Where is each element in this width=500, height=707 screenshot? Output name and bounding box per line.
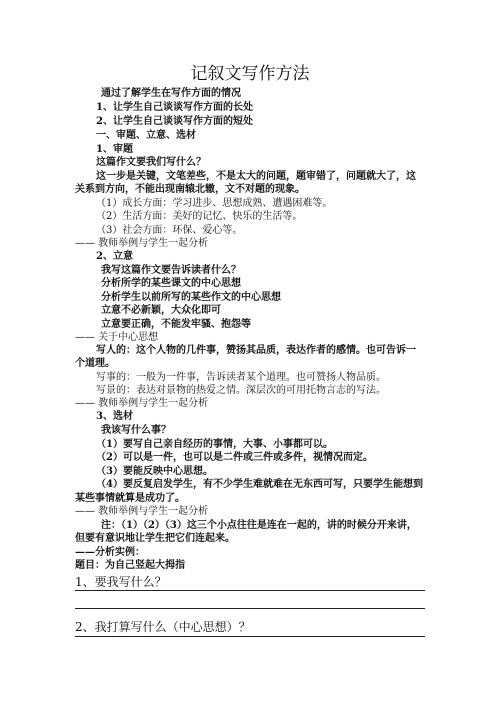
divider-note: —— 关于中心思想 — [75, 332, 159, 343]
paragraph-line: 注：（1）（2）（3）这三个小点往往是连在一起的，讲的时候分开来讲， — [101, 520, 417, 531]
subsection-heading: 2、立意 — [96, 251, 133, 262]
paragraph-line: 写事的：一般为一件事，告诉读者某个道理。也可赞扬人物品质。 — [96, 372, 386, 383]
answer-line — [75, 590, 425, 591]
subsection-heading: 1、审题 — [96, 144, 133, 155]
intro-line: 通过了解学生在写作方面的情况 — [101, 88, 241, 99]
example-heading: ——分析实例： — [75, 547, 145, 558]
paragraph-line: 某些事情就算是成功了。 — [75, 493, 185, 504]
document-title: 记叙文写作方法 — [190, 64, 310, 84]
paragraph-line: 立意不必新颖，大众化即可 — [101, 305, 221, 316]
subsection-heading: 3、选材 — [96, 411, 133, 422]
example-topic: 题目：为自己竖起大拇指 — [75, 560, 185, 571]
paragraph-line: 这一步是关键，文笔差些，不是太大的问题，题审错了，问题就大了，这 — [96, 171, 416, 182]
paragraph-line: 关系到方向，不能出现南辕北辙，文不对题的现象。 — [75, 184, 305, 195]
paragraph-line: 个道理。 — [75, 358, 115, 369]
paragraph-line: 分析学生以前所写的某些作文的中心思想 — [101, 292, 281, 303]
list-item: （1）成长方面：学习进步、思想成熟、遭遇困难等。 — [96, 198, 333, 209]
answer-line — [75, 608, 425, 609]
paragraph-line: 但要有意识地让学生把它们连起来。 — [75, 533, 235, 544]
list-item: （1）要写自己亲自经历的事情，大事、小事都可以。 — [96, 439, 333, 450]
paragraph-line: 写景的：表达对景物的热爱之情。深层次的可用托物言志的写法。 — [96, 385, 386, 396]
list-item: 2、让学生自己谈谈写作方面的短处 — [96, 116, 253, 127]
question-heading: 1、要我写什么？ — [75, 575, 167, 589]
answer-line — [75, 636, 425, 637]
paragraph-line: 分析所学的某些课文的中心思想 — [101, 278, 241, 289]
divider-note: —— 教师举例与学生一起分析 — [75, 506, 209, 517]
section-heading: 一、审题、立意、选材 — [96, 130, 196, 141]
divider-note: —— 教师举例与学生一起分析 — [75, 398, 209, 409]
question-line: 这篇作文要我们写什么？ — [96, 157, 206, 168]
list-item: （2）生活方面：美好的记忆、快乐的生活等。 — [96, 211, 303, 222]
divider-note: —— 教师举例与学生一起分析 — [75, 238, 209, 249]
paragraph-line: 写人的：这个人物的几件事，赞扬其品质，表达作者的感情。也可告诉一 — [96, 345, 416, 356]
list-item: （4）要反复启发学生，有不少学生难就难在无东西可写，只要学生能想到 — [96, 479, 423, 490]
list-item: （3）要能反映中心思想。 — [96, 466, 213, 477]
question-line: 我写这篇作文要告诉读者什么？ — [101, 265, 241, 276]
list-item: （3）社会方面：环保、爱心等。 — [96, 225, 243, 236]
question-line: 我该写什么事？ — [101, 425, 171, 436]
paragraph-line: 立意要正确，不能发牢骚、抱怨等 — [101, 319, 251, 330]
list-item: （2）可以是一件，也可以是二件或三件或多件，视情况而定。 — [96, 452, 373, 463]
question-heading: 2、我打算写什么（中心思想）？ — [75, 620, 251, 634]
list-item: 1、让学生自己谈谈写作方面的长处 — [96, 102, 253, 113]
